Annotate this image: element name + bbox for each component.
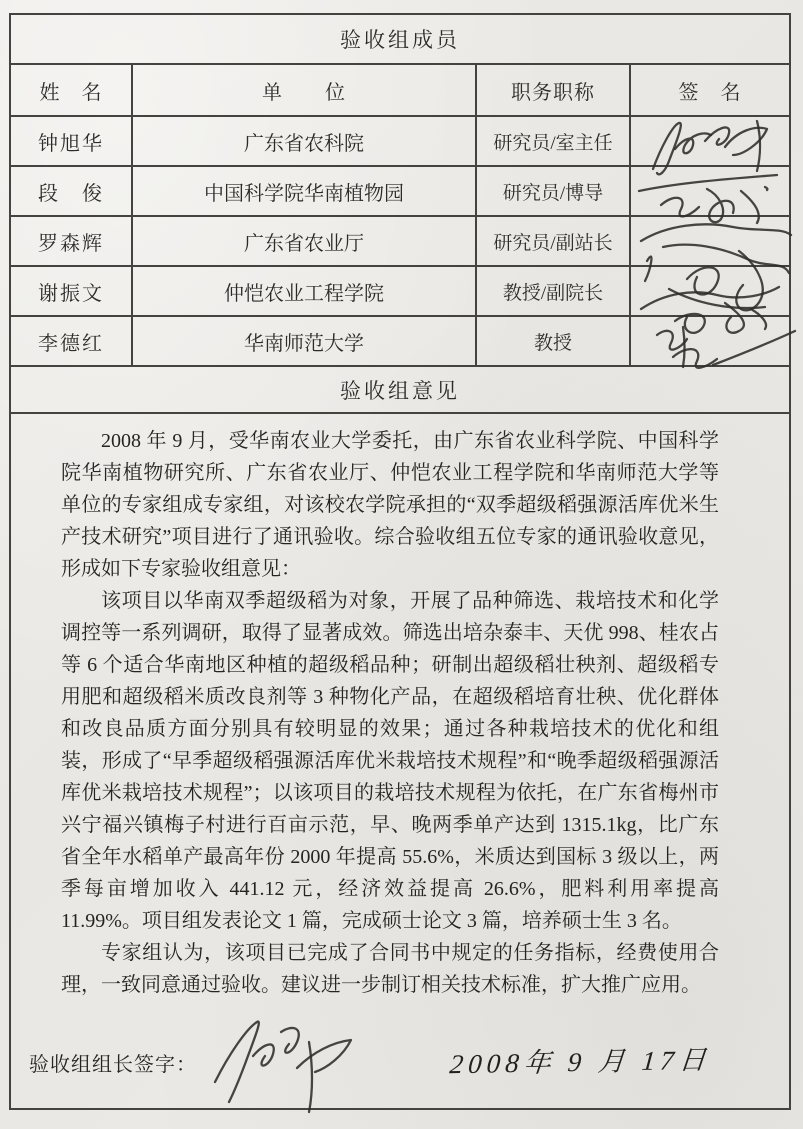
opinion-section-title: 验收组意见 bbox=[340, 378, 460, 403]
leader-signature-area bbox=[203, 1026, 378, 1104]
opinion-paragraph: 专家组认为，该项目已完成了合同书中规定的任务指标，经费使用合理，一致同意通过验收。建议进一步制订相关技术标准，扩大推广应用。 bbox=[61, 942, 719, 996]
handwritten-signature-li-dehong bbox=[639, 317, 799, 375]
leader-signature-row bbox=[29, 1026, 775, 1104]
member-title: 研究员/博导 bbox=[477, 167, 631, 215]
member-unit: 中国科学院华南植物园 bbox=[133, 167, 477, 215]
member-unit: 广东省农科院 bbox=[133, 117, 477, 165]
header-cell-title: 职务职称 bbox=[477, 65, 631, 115]
member-unit: 华南师范大学 bbox=[133, 317, 477, 365]
table-row bbox=[11, 217, 789, 267]
member-name: 钟旭华 bbox=[11, 117, 133, 165]
member-unit: 广东省农业厅 bbox=[133, 217, 477, 265]
header-cell-signature: 签 名 bbox=[678, 81, 742, 104]
opinion-paragraph: 该项目以华南双季超级稻为对象，开展了品种筛选、栽培技术和化学调控等一系列调研，取得了显著成效。筛选出培杂泰丰、天优 998、桂农占等 6 个适合华南地区种植的超级稻品种；研制出超级稻壮秧剂、超级稻专用肥和超级稻米质改良剂等 3 种物化产品，在超级稻培育壮秧、优化群体和改良品质方面分别具有较明显的效果；通过各种栽培技术的优化和组装，形成了“早季超级稻强源活库优米栽培技术规程”和“晚季超级稻强源活库优米栽培技术规程”；以该项目的栽培技术规程为依托，在广东省梅州市兴宁福兴镇梅子村进行百亩示范，早、晚两季单产达到 1315.1kg，比广东省全年水稻单产最高年份 2000 年提高 55.6%，米质达到国标 3 级以上，两季每亩增加收入 441.12 元，经济效益提高 26.6%，肥料利用率提高 11.99%。项目组发表论文 1 篇，完成硕士论文 3 篇，培养硕士生 3 名。 bbox=[61, 590, 719, 932]
leader-signature-label: 验收组组长签字： bbox=[29, 1054, 197, 1076]
member-title: 研究员/室主任 bbox=[477, 117, 631, 165]
handwritten-date: 2008年 9 月 17日 bbox=[448, 1044, 713, 1080]
member-signature-cell bbox=[631, 167, 789, 215]
member-unit: 仲恺农业工程学院 bbox=[133, 267, 477, 315]
opinion-paragraph: 2008 年 9 月，受华南农业大学委托，由广东省农业科学院、中国科学院华南植物研究所、广东省农业厅、仲恺农业工程学院和华南师范大学等单位的专家组成专家组，对该校农学院承担的“双季超级稻强源活库优米生产技术研究”项目进行了通讯验收。综合验收组五位专家的通讯验收意见，形成如下专家验收组意见： bbox=[61, 430, 719, 580]
member-signature-cell bbox=[631, 267, 789, 315]
members-section-title: 验收组成员 bbox=[340, 28, 460, 52]
handwritten-signature-zhong-xuhua bbox=[203, 1010, 368, 1114]
table-row bbox=[11, 117, 789, 167]
table-row bbox=[11, 267, 789, 317]
member-title: 教授/副院长 bbox=[477, 267, 631, 315]
members-header-row bbox=[11, 65, 789, 117]
member-name: 罗森辉 bbox=[11, 217, 133, 265]
table-row bbox=[11, 317, 789, 367]
member-name: 段 俊 bbox=[11, 167, 133, 215]
member-title: 研究员/副站长 bbox=[477, 217, 631, 265]
member-name: 谢振文 bbox=[11, 267, 133, 315]
header-cell-unit: 单 位 bbox=[133, 65, 477, 115]
header-cell-name: 姓 名 bbox=[11, 65, 133, 115]
acceptance-form-table bbox=[9, 13, 791, 1110]
member-signature-cell bbox=[631, 317, 789, 365]
member-signature-cell bbox=[631, 117, 789, 165]
table-row bbox=[11, 167, 789, 217]
members-title-row bbox=[11, 15, 789, 65]
opinion-body bbox=[11, 414, 789, 1108]
member-title: 教授 bbox=[477, 317, 631, 365]
member-name: 李德红 bbox=[11, 317, 133, 365]
member-signature-cell bbox=[631, 217, 789, 265]
